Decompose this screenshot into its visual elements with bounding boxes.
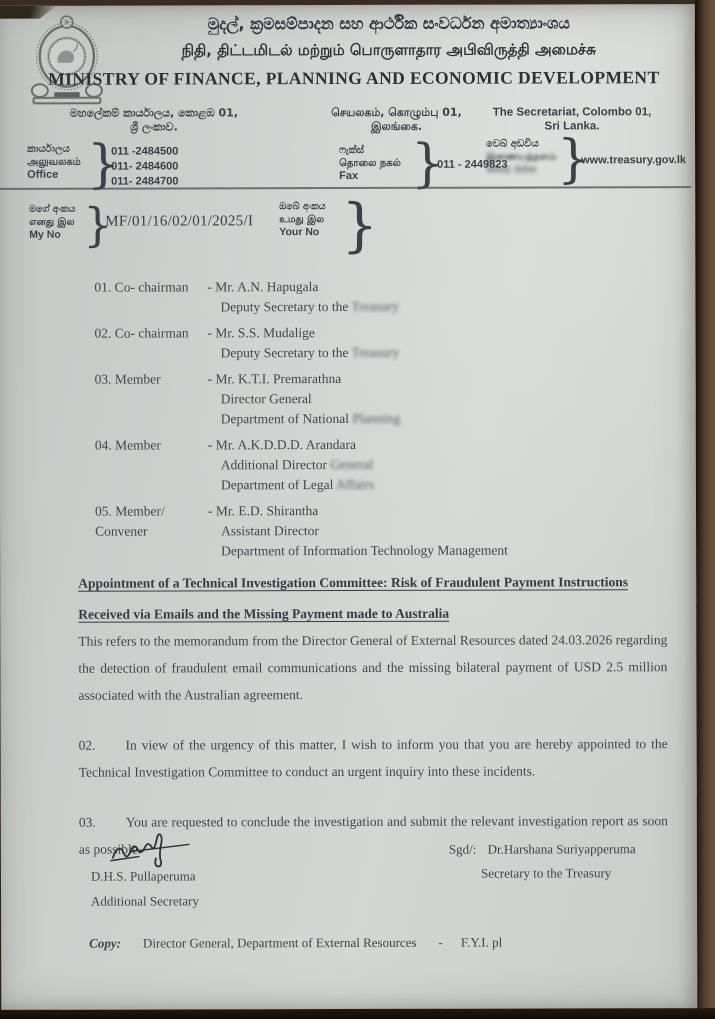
- member-details: [207, 276, 654, 317]
- website-label: වෙබ් අඩවිය இணையத்தளம் Web Site: [486, 138, 557, 176]
- member-detail-line: Additional Director General: [220, 456, 374, 473]
- website-url: www.treasury.gov.lk: [581, 154, 687, 167]
- subject-heading: [78, 566, 678, 630]
- ministry-title-tamil: நிதி, திட்டமிடல் மற்றும் பொருளாதார அபிவிருத்தி அமைச்சு: [181, 40, 597, 60]
- right-signatory-title: Secretary to the Treasury: [480, 865, 612, 881]
- member-row: [95, 500, 655, 561]
- member-role: 02. Co- chairman: [94, 325, 189, 341]
- left-signatory-title: Additional Secretary: [91, 893, 199, 909]
- member-detail-line: Deputy Secretary to the Treasury: [220, 344, 400, 361]
- sgd-label: Sgd/:: [448, 841, 477, 857]
- member-detail-line: Department of National Planning: [220, 410, 401, 427]
- fax-number: 011 - 2449823: [437, 158, 508, 171]
- committee-member-list: [94, 276, 655, 567]
- member-details: [208, 434, 655, 495]
- copy-dash: -: [438, 934, 443, 950]
- copy-recipient: Director General, Department of External Resources: [142, 934, 417, 951]
- your-no-brace: }: [341, 190, 379, 260]
- office-phone-list: [111, 144, 178, 189]
- member-detail-line: Department of Legal Affairs: [220, 476, 375, 493]
- body-paragraph: 02. In view of the urgency of this matter, I wish to inform you that you are hereby appointed to the Technical Investigation Committee to conduct an urgent inquiry into these incidents.: [78, 736, 668, 780]
- office-brace: }: [87, 134, 121, 195]
- member-detail-line: Department of Information Technology Management: [221, 542, 508, 559]
- member-detail-line: - Mr. A.N. Hapugala: [207, 279, 319, 295]
- ministry-title-sinhala: මුදල්, ක්‍රමසම්පාදන සහ ආර්ථික සංවර්ධන අමාත්‍යාංශය: [207, 13, 570, 34]
- body-paragraph: 03. You are requested to conclude the investigation and submit the relevant investigation report as soon as possible.: [78, 813, 668, 857]
- address-english: The Secretariat, Colombo 01, Sri Lanka.: [492, 106, 652, 133]
- left-signatory-name: D.H.S. Pullaperuma: [90, 868, 196, 884]
- photo-background-right: [695, 0, 715, 1019]
- your-no-label: ඔබේ අංකය உமது இல Your No: [279, 201, 326, 239]
- copy-label: Copy:: [89, 935, 121, 951]
- fax-brace: }: [411, 133, 445, 194]
- member-role: 01. Co- chairman: [94, 279, 189, 295]
- office-phone: 011- 2484700: [111, 175, 179, 188]
- member-details: [208, 368, 655, 429]
- sri-lanka-emblem-icon: [27, 12, 107, 106]
- copy-line: [89, 935, 502, 952]
- member-detail-line: Director General: [220, 391, 312, 407]
- member-detail-line: - Mr. E.D. Shirantha: [207, 503, 319, 519]
- member-role: 05. Member/ Convener: [94, 503, 165, 539]
- right-signatory-name: Dr.Harshana Suriyapperuma: [487, 841, 636, 857]
- ministry-title-english: MINISTRY OF FINANCE, PLANNING AND ECONOMIC DEVELOPMENT: [48, 67, 660, 89]
- member-role: 04. Member: [94, 437, 161, 453]
- address-sinhala: මහලේකම් කාර්යාලය, කොළඹ 01, ශ්‍රී ලංකාව.: [69, 106, 239, 134]
- photo-background-bottom: [0, 1008, 715, 1019]
- subject-line-2: Received via Emails and the Missing Payment made to Australia: [78, 605, 450, 622]
- document-page: [0, 4, 697, 1010]
- member-role: 03. Member: [94, 371, 161, 387]
- signature-right-block: [449, 837, 636, 885]
- address-tamil: செயலகம், கொழும்பு 01, இலங்கை.: [331, 105, 462, 133]
- member-detail-line: Assistant Director: [221, 523, 319, 539]
- member-detail-line: Deputy Secretary to the Treasury: [220, 298, 399, 315]
- office-phone: 011 -2484500: [111, 145, 179, 158]
- office-label: කාර්යාලය அலுவலகம் Office: [27, 143, 81, 181]
- website-brace: }: [557, 129, 591, 190]
- member-detail-line: - Mr. K.T.I. Premarathna: [207, 371, 342, 387]
- signature-left-block: [91, 833, 209, 913]
- subject-line-1: Appointment of a Technical Investigation Committee: Risk of Fraudulent Payment Instructions: [78, 574, 628, 591]
- my-no-value: MF/01/16/02/01/2025/I: [105, 213, 254, 230]
- member-details: [208, 322, 655, 363]
- fax-label: ෆැක්ස් தொலை நகல் Fax: [339, 144, 402, 183]
- my-no-label: මගේ අංකය எனது இல My No: [29, 203, 76, 241]
- member-row: [95, 322, 655, 363]
- office-phone: 011- 2484600: [111, 160, 179, 173]
- member-row: [95, 368, 655, 429]
- copy-note: F.Y.I. pl: [460, 934, 503, 950]
- member-row: [95, 434, 655, 495]
- member-detail-line: - Mr. S.S. Mudalige: [207, 325, 315, 341]
- member-details: [208, 500, 655, 561]
- my-no-brace: }: [83, 197, 113, 252]
- member-detail-line: - Mr. A.K.D.D.D. Arandara: [207, 436, 356, 453]
- member-row: [94, 276, 654, 317]
- body-paragraph: This refers to the memorandum from the Director General of External Resources dated 24.03.2026 regarding the detection of fraudulent email communications and the missing bilateral payment of USD 2.5 million associated with the Australian agreement.: [78, 632, 668, 703]
